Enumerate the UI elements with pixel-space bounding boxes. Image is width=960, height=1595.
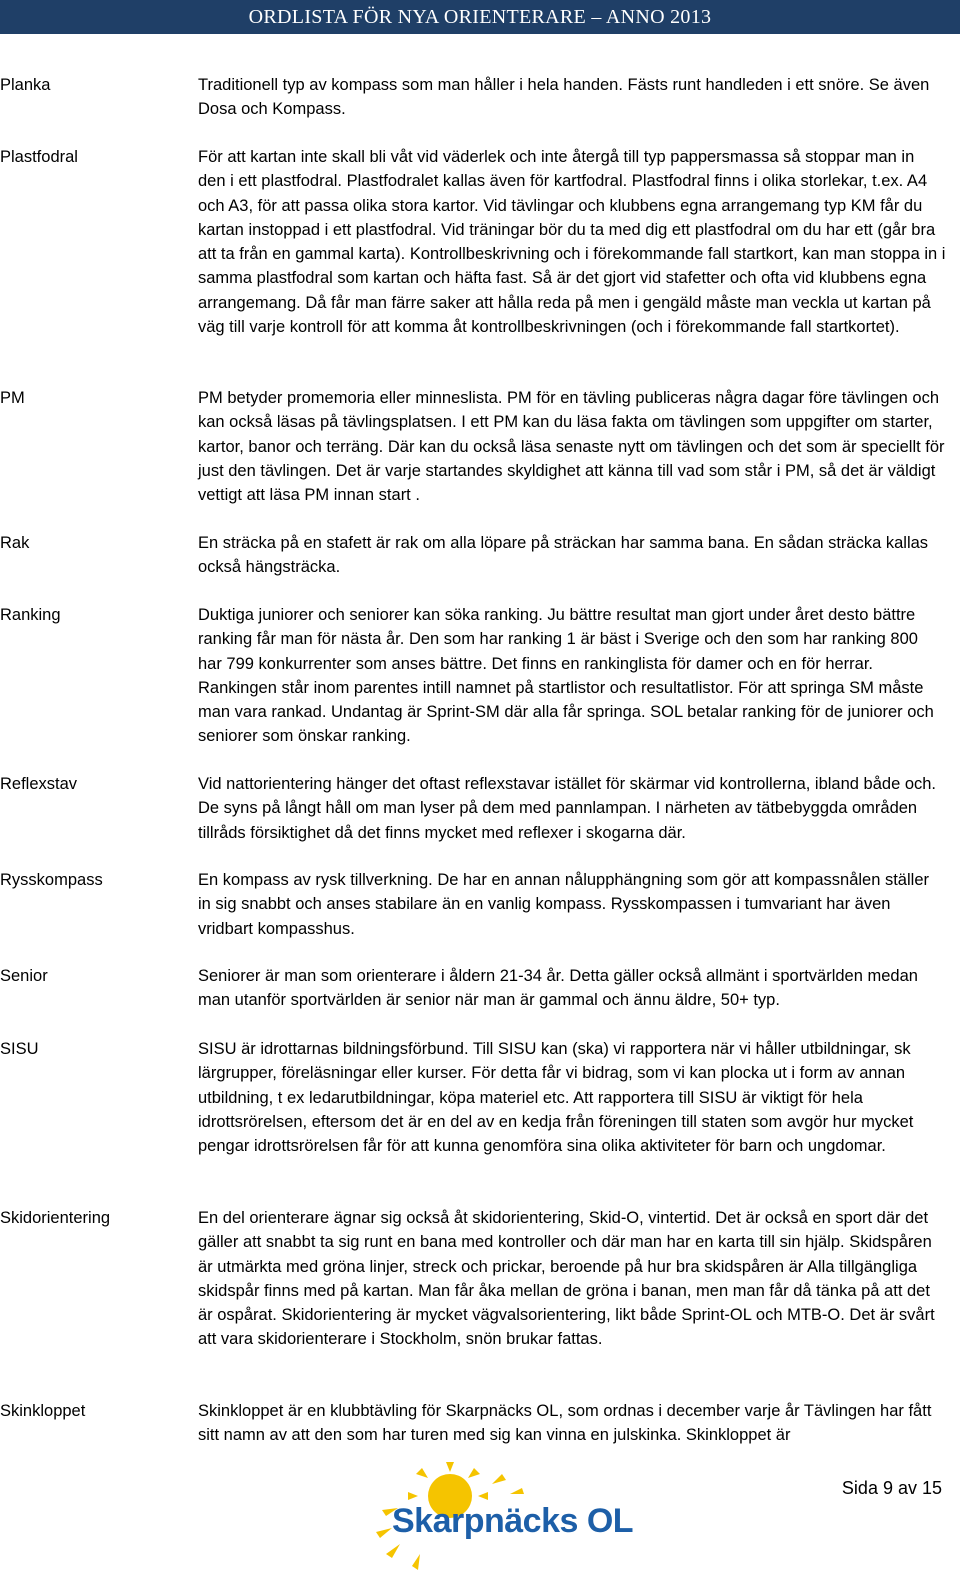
entry-definition: PM betyder promemoria eller minneslista. PM för en tävling publiceras några dagar före tävlingen och kan också läsas på tävlingsplatsen. I ett PM kan du läsa fakta om tävlingen som uppgifter om starter, kartor, banor och terräng. Där kan du också läsa senaste nytt om tävlingen och det som är speciellt för just den tävlingen. Det är varje startandes skyldighet att känna till vad som står i PM, så det är väldigt vettigt att läsa PM innan start . bbox=[198, 389, 945, 505]
entry-definition: För att kartan inte skall bli våt vid väderlek och inte återgå till typ pappersmassa så stoppar man in den i ett plastfodral. Plastfodralet kallas även för kartfodral. Plastfodral finns i olika storlekar, t.ex. A4 och A3, för att passa olika stora kartor. Vid tävlingar och klubbens egna arrangemang typ KM får du kartan instoppad i ett plastfodral. Vid träningar bör du ta med dig ett plastfodral om du har ett (går bra att ta från en gammal karta). Kontrollbeskrivning och i förekommande fall startkort, kan man stoppa in i samma plastfodral som kartan och häfta fast. Så är det gjort vid stafetter och ofta vid klubbens egna arrangemang. Då får man färre saker att hålla reda på men i gengäld måste man veckla ut kartan på väg till varje kontroll för att komma åt kontrollbeskrivningen (och i förekommande fall startkortet). bbox=[198, 148, 946, 337]
entry-definition: Seniorer är man som orienterare i åldern 21-34 år. Detta gäller också allmänt i sportvärlden medan man utanför sportvärlden är senior när man är gammal och ännu äldre, 50+ typ. bbox=[198, 967, 918, 1010]
entry-definition: En del orienterare ägnar sig också åt skidorientering, Skid-O, vintertid. Det är också en sport där det gäller att snabbt ta sig runt en bana med kontroller och där man har en karta till sin hjälp. Skidspåren är utmärkta med gröna linjer, streck och prickar, beroende på hur bra skidspåren är Alla tillgängliga skidspår finns med på kartan. Man får åka mellan de gröna i banan, men man får då tänka på att det är ospårat. Skidorientering är mycket vägvalsorientering, likt både Sprint-OL och MTB-O. Det är svårt att vara skidorienterare i Stockholm, snön brukar fattas. bbox=[198, 1209, 935, 1349]
entry-definition: Vid nattorientering hänger det oftast reflexstavar istället för skärmar vid kontrollerna, ibland både och. De syns på långt håll om man lyser på dem med pannlampan. I närheten av tätbebyggda områden tillråds försiktighet då det finns mycket med reflexer i skogarna där. bbox=[198, 775, 937, 842]
entry-definition: En kompass av rysk tillverkning. De har en annan nålupphängning som gör att kompassnålen ställer in sig snabbt och anses stabilare än en vanlig kompass. Rysskompassen i tumvariant har även vridbart kompasshus. bbox=[198, 871, 929, 938]
entry-term: Senior bbox=[0, 967, 48, 985]
logo-text: Skarpnäcks OL bbox=[392, 1502, 634, 1540]
entry-definition: Skinkloppet är en klubbtävling för Skarpnäcks OL, som ordnas i december varje år Tävlingen har fått sitt namn av att den som har turen med sig kan vinna en julskinka. Skinkloppet är bbox=[198, 1402, 932, 1445]
entry-term: Rysskompass bbox=[0, 871, 103, 889]
entry-definition: Duktiga juniorer och seniorer kan söka ranking. Ju bättre resultat man gjort under året desto bättre ranking får man för nästa år. Den som har ranking 1 är bäst i Sverige och den som har ranking 800 har 799 konkurrenter som anses bättre. Det finns en rankinglista för damer och en för herrar. Rankingen står inom parentes intill namnet på startlistor och resultatlistor. För att springa SM måste man vara rankad. Undantag är Sprint-SM där alla får springa. SOL betalar ranking för de juniorer och seniorer som önskar ranking. bbox=[198, 606, 934, 746]
entry-term: Skidorientering bbox=[0, 1209, 111, 1227]
entry-term: Plastfodral bbox=[0, 148, 78, 166]
header-bar bbox=[0, 0, 960, 34]
entry-definition: Traditionell typ av kompass som man håller i hela handen. Fästs runt handleden i ett snöre. Se även Dosa och Kompass. bbox=[198, 76, 930, 119]
entry-term: PM bbox=[0, 389, 25, 407]
entry-term: Planka bbox=[0, 76, 51, 94]
page-number: Sida 9 av 15 bbox=[841, 1478, 942, 1498]
entry-term: Skinkloppet bbox=[0, 1402, 86, 1420]
entry-term: Rak bbox=[0, 534, 30, 552]
entry-term: Ranking bbox=[0, 606, 61, 624]
entry-definition: SISU är idrottarnas bildningsförbund. Till SISU kan (ska) vi rapportera när vi håller utbildningar, sk lärgrupper, föreläsningar eller kurser. För detta får vi bidrag, som vi kan plocka ut i form av annan utbildning, t ex ledarutbildningar, köpa materiel etc. Att rapportera till SISU är viktigt för hela idrottsrörelsen, eftersom det är en del av en kedja från föreningen till staten som avgör hur mycket pengar idrottsrörelsen får för att kunna genomföra sina olika aktiviteter för barn och ungdomar. bbox=[198, 1040, 914, 1156]
entry-term: Reflexstav bbox=[0, 775, 78, 793]
club-logo bbox=[372, 1462, 634, 1580]
entry-definition: En sträcka på en stafett är rak om alla löpare på sträckan har samma bana. En sådan sträcka kallas också hängsträcka. bbox=[198, 534, 929, 577]
entry-term: SISU bbox=[0, 1040, 39, 1058]
page-header-title: ORDLISTA FÖR NYA ORIENTERARE – ANNO 2013 bbox=[248, 5, 712, 28]
